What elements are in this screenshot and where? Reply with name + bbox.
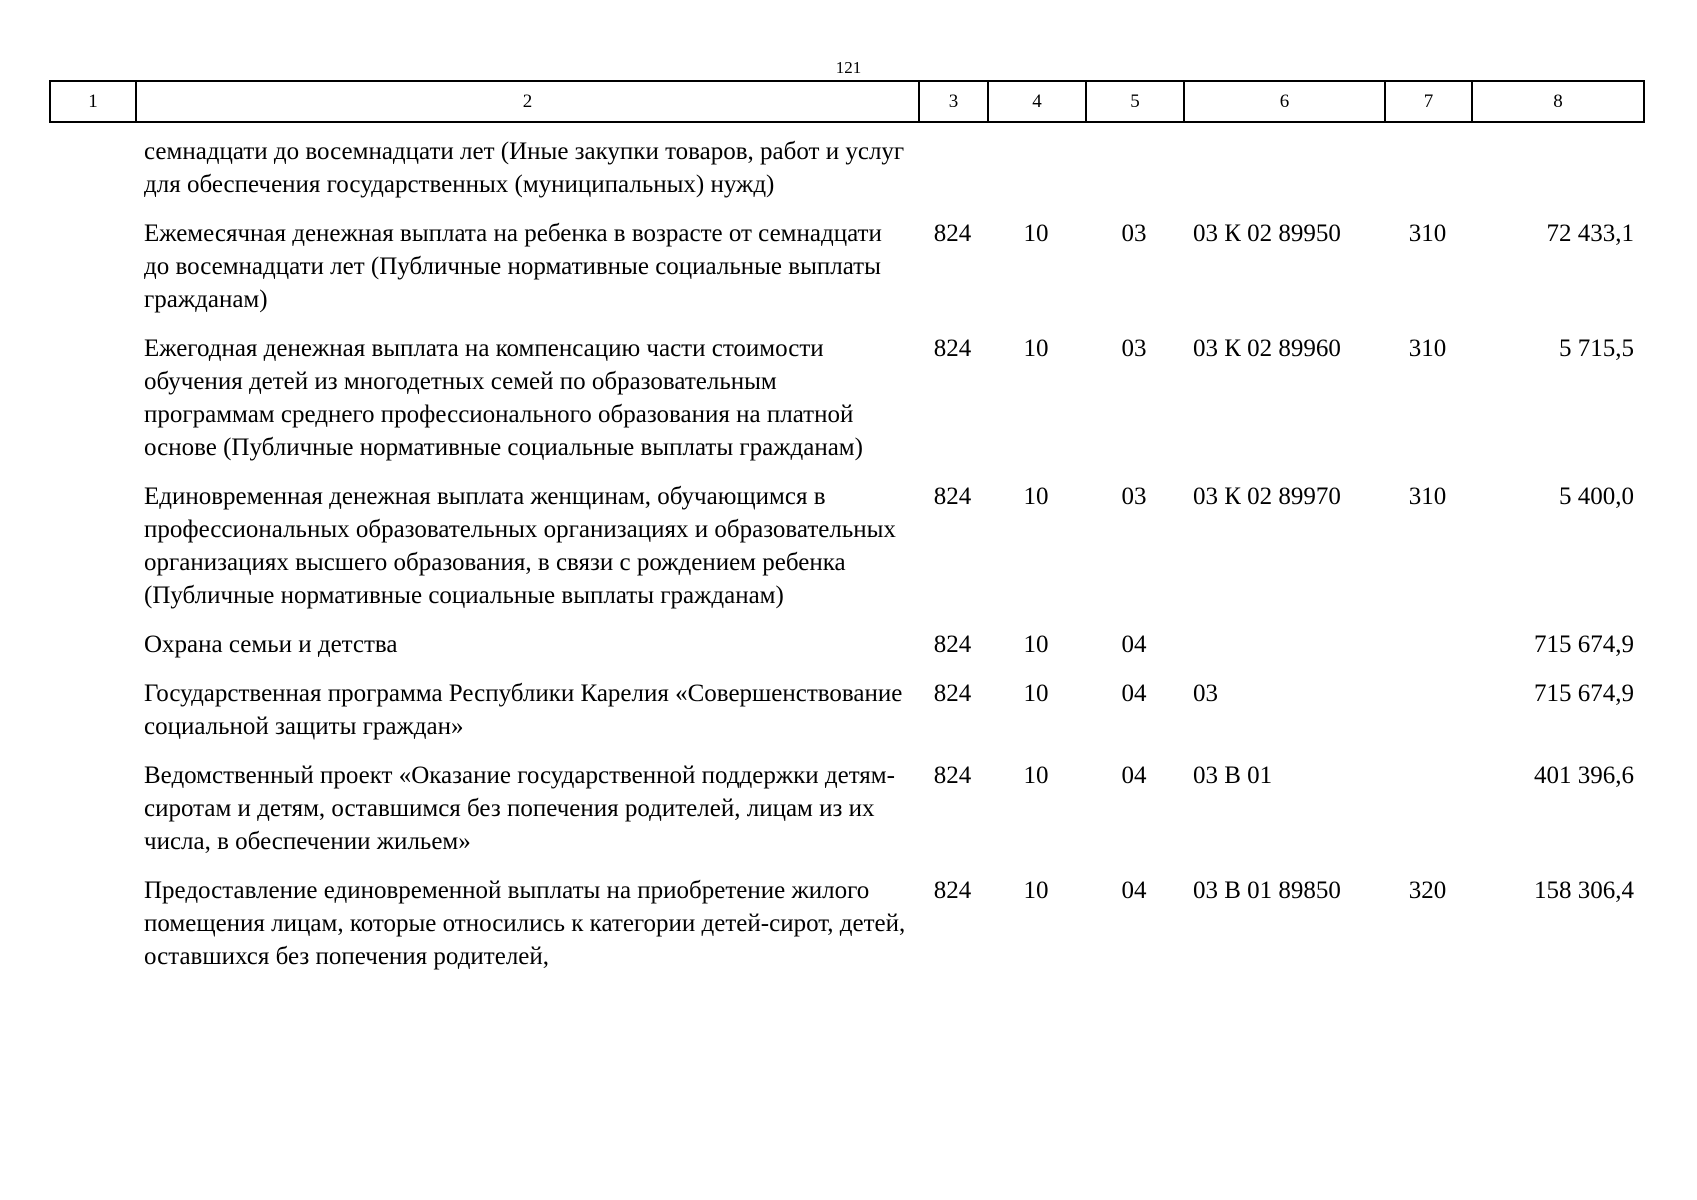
row-target-article: 03 К 02 89950 <box>1193 220 1341 247</box>
row-ministry-code: 824 <box>933 631 972 658</box>
row-section: 10 <box>1023 483 1049 510</box>
header-col-3: 3 <box>919 81 988 122</box>
row-amount: 5 400,0 <box>1559 483 1634 510</box>
row-name: Ежемесячная денежная выплата на ребенка в возрасте от семнадцати до восемнадцати лет (Публичные нормативные социальные выплаты гражданам) <box>144 220 882 313</box>
row-name: Единовременная денежная выплата женщинам, обучающимся в профессиональных образовательных организациях и образовательных организациях высшего образования, в связи с рождением ребенка (Публичные нормативные социальные выплаты гражданам) <box>144 483 896 609</box>
row-target-article: 03 <box>1193 680 1218 707</box>
budget-table-body <box>49 135 1643 973</box>
table-row <box>49 217 1643 316</box>
row-ministry-code: 824 <box>933 220 972 247</box>
row-expense-type: 310 <box>1408 483 1447 510</box>
table-row <box>49 874 1643 973</box>
row-target-article: 03 В 01 89850 <box>1193 877 1341 904</box>
row-expense-type: 310 <box>1408 335 1447 362</box>
row-section: 10 <box>1023 680 1049 707</box>
row-amount: 715 674,9 <box>1534 631 1634 658</box>
row-expense-type: 320 <box>1408 877 1447 904</box>
row-ministry-code: 824 <box>933 335 972 362</box>
row-name: Ежегодная денежная выплата на компенсацию части стоимости обучения детей из многодетных семей по образовательным программам среднего профессионального образования на платной основе (Публичные нормативные социальные выплаты гражданам) <box>144 335 863 461</box>
header-col-4: 4 <box>988 81 1086 122</box>
row-target-article: 03 К 02 89960 <box>1193 335 1341 362</box>
row-amount: 158 306,4 <box>1534 877 1634 904</box>
table-row <box>49 480 1643 612</box>
row-subsection: 03 <box>1121 220 1147 247</box>
row-amount: 72 433,1 <box>1546 220 1634 247</box>
row-ministry-code: 824 <box>933 877 972 904</box>
row-target-article: 03 К 02 89970 <box>1193 483 1341 510</box>
row-ministry-code: 824 <box>933 762 972 789</box>
table-row <box>49 677 1643 743</box>
row-name: Государственная программа Республики Карелия «Совершенствование социальной защиты граждан» <box>144 680 903 740</box>
column-number-header <box>49 80 1645 123</box>
row-amount: 401 396,6 <box>1534 762 1634 789</box>
row-section: 10 <box>1023 762 1049 789</box>
row-target-article: 03 В 01 <box>1193 762 1273 789</box>
header-col-7: 7 <box>1385 81 1472 122</box>
row-subsection: 04 <box>1121 680 1147 707</box>
row-subsection: 03 <box>1121 335 1147 362</box>
row-amount: 5 715,5 <box>1559 335 1634 362</box>
page-number: 121 <box>835 58 862 77</box>
row-section: 10 <box>1023 877 1049 904</box>
table-row <box>49 135 1643 201</box>
table-row <box>49 628 1643 661</box>
row-subsection: 03 <box>1121 483 1147 510</box>
header-col-6: 6 <box>1184 81 1385 122</box>
header-col-5: 5 <box>1086 81 1184 122</box>
row-subsection: 04 <box>1121 877 1147 904</box>
row-section: 10 <box>1023 220 1049 247</box>
table-row <box>49 759 1643 858</box>
row-name: Ведомственный проект «Оказание государственной поддержки детям-сиротам и детям, оставшимся без попечения родителей, лицам из их числа, в обеспечении жильем» <box>144 762 895 855</box>
row-expense-type: 310 <box>1408 220 1447 247</box>
row-ministry-code: 824 <box>933 680 972 707</box>
row-name: Охрана семьи и детства <box>144 631 398 658</box>
row-name: Предоставление единовременной выплаты на приобретение жилого помещения лицам, которые относились к категории детей-сирот, детей, оставшихся без попечения родителей, <box>144 877 906 970</box>
row-name: семнадцати до восемнадцати лет (Иные закупки товаров, работ и услуг для обеспечения государственных (муниципальных) нужд) <box>144 138 905 198</box>
row-section: 10 <box>1023 631 1049 658</box>
row-section: 10 <box>1023 335 1049 362</box>
row-subsection: 04 <box>1121 762 1147 789</box>
table-row <box>49 332 1643 464</box>
row-amount: 715 674,9 <box>1534 680 1634 707</box>
header-col-1: 1 <box>50 81 136 122</box>
header-col-2: 2 <box>136 81 919 122</box>
row-subsection: 04 <box>1121 631 1147 658</box>
header-col-8: 8 <box>1472 81 1644 122</box>
row-ministry-code: 824 <box>933 483 972 510</box>
